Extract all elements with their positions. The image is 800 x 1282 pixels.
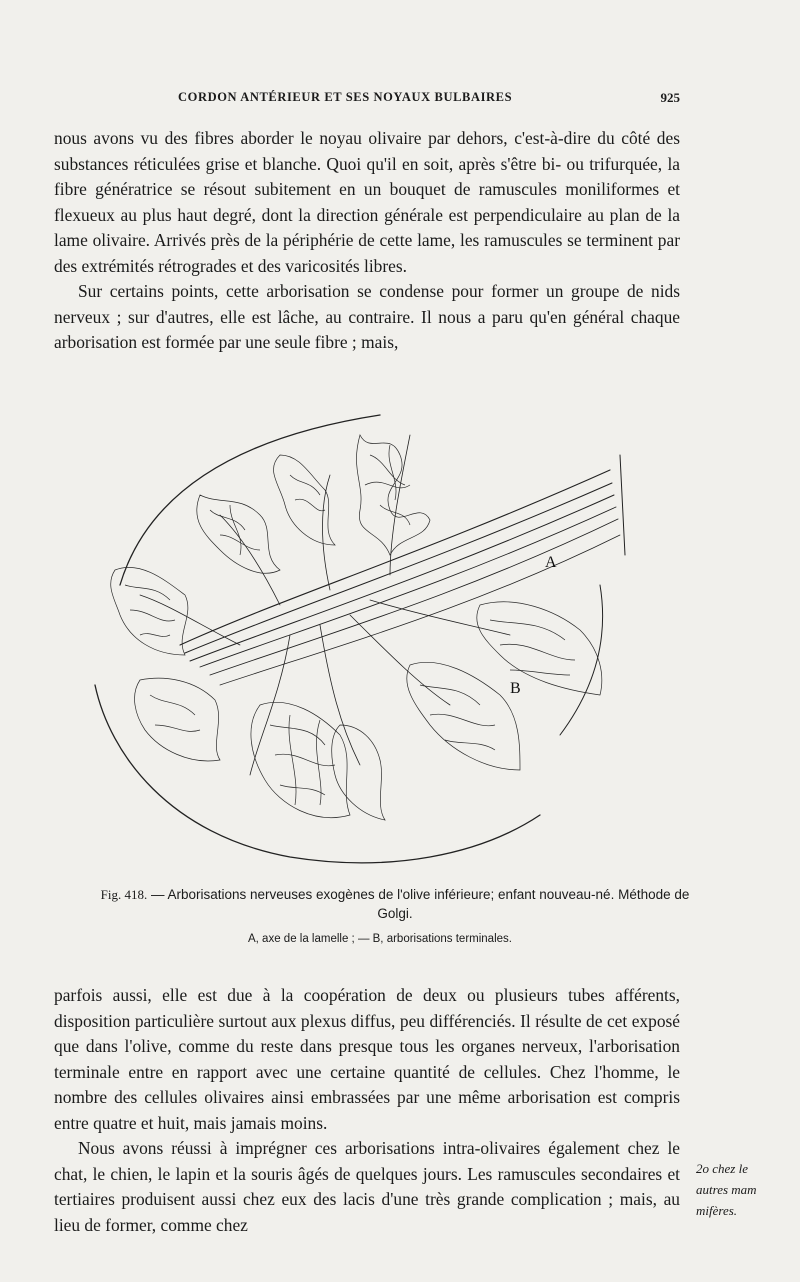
golgi-drawing [90,395,650,875]
axis-end [620,455,625,555]
margin-note-line: autres mam [696,1182,757,1197]
axis-fibre [200,507,616,667]
axis-fibre [190,495,614,661]
paragraph: nous avons vu des fibres aborder le noyau olivaire par dehors, c'est-à-dire du côté des substances réticulées grise et blanche. Quoi qu'il en soit, après s'être bi- ou trifurquée, la fibre génératrice se résout subitement en un bouquet de ramuscules moniliformes et flexueux au plus haut degré, dont la direction générale est perpendiculaire au plan de la lame olivaire. Arrivés près de la périphérie de cette lame, les ramuscules se terminent par des extrémités rétrogrades et des varicosités libres. [54,128,680,276]
paragraph: Nous avons réussi à imprégner ces arborisations intra-olivaires également chez le chat, le chien, le lapin et la souris âgés de quelques jours. Les ramuscules secondaires et tertiaires produisent aussi chez eux des lacis d'une très grande complication ; mais, au lieu de former, comme chez [54,1138,680,1235]
figure-label-a: A [545,554,557,571]
branch-fibre [220,515,280,605]
page-number: 925 [660,90,680,105]
text-block-bottom [54,983,680,1238]
running-title: CORDON ANTÉRIEUR ET SES NOYAUX BULBAIRES [178,90,513,104]
terminal-tufts [111,435,602,820]
axis-fibre [210,519,618,675]
paragraph: Sur certains points, cette arborisation se condense pour former un groupe de nids nerveux ; sur d'autres, elle est lâche, au contraire. Il nous a paru qu'en général chaque arborisation est formée par une seule fibre ; mais, [54,281,680,352]
caption-text: — Arborisations nerveuses exogènes de l'olive inférieure; enfant nouveau-né. Méthode de Golgi. [147,887,690,921]
margin-note-line: 2o chez le [696,1161,748,1176]
margin-note-line: mifères. [696,1203,738,1218]
margin-note [696,1158,800,1221]
caption-legend: A, axe de la lamelle ; — B, arborisations terminales. [248,933,512,945]
figure-label-b: B [510,680,521,697]
figure-number: Fig. 418. [100,887,148,902]
lamina-outline-top [120,415,380,585]
figure-caption [100,885,690,923]
lamina-outline-bottom [95,685,540,863]
paragraph: parfois aussi, elle est due à la coopération de deux ou plusieurs tubes afférents, disposition particulière surtout aux plexus diffus, peu différenciés. Il résulte de cet exposé que dans l'olive, comme du reste dans presque tous les organes nerveux, l'arborisation terminale entre en rapport avec une certaine quantité de cellules. Chez l'homme, le nombre des cellules olivaires ainsi embrassées par une même arborisation est compris entre quatre et huit, mais jamais moins. [54,985,680,1133]
branch-fibre [370,600,510,635]
branch-fibre [140,595,240,645]
text-block-top [54,126,680,356]
figure-olive-arborisations [90,395,650,875]
lamina-outline-right [560,585,603,735]
branch-fibre [350,615,450,705]
page-header [58,90,680,110]
